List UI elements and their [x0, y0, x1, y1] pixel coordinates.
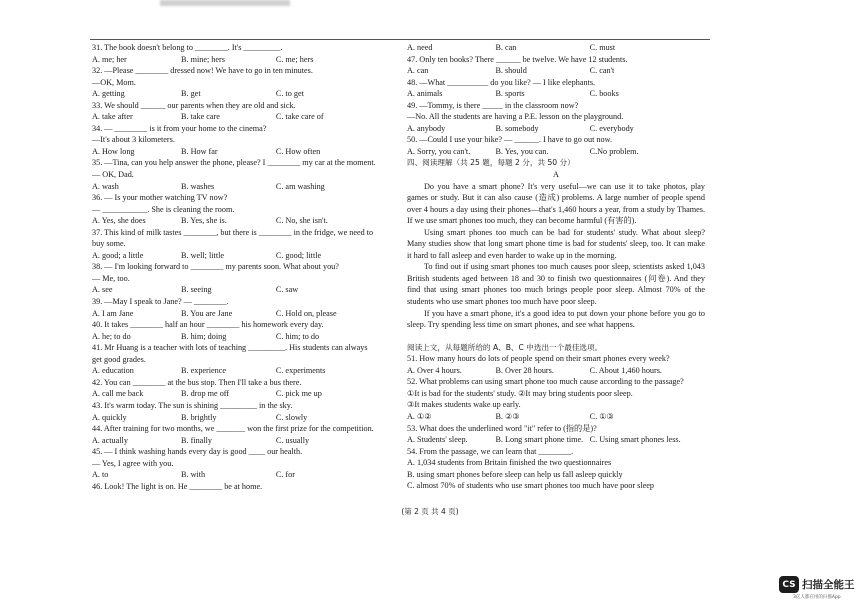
answer-option: B. sports: [495, 89, 525, 99]
answer-option: C. experiments: [275, 366, 326, 376]
answer-option: B. somebody: [495, 123, 539, 133]
answer-option: C. ①③: [589, 411, 614, 421]
passage-paragraph-4: If you have a smart phone, it's a good idea to put down your phone before you go to sleep. Try spending less time on smart phones, and see what happens.: [407, 308, 705, 330]
camscanner-logo: [779, 576, 855, 593]
right_bottom-line: [407, 469, 705, 481]
line-text: 44. After training for two months, we _______ won the first prize for the competition.: [92, 424, 374, 434]
right_top-line: [407, 134, 705, 146]
line-text: 53. What does the underlined word "it" refer to (指的是)?: [407, 423, 597, 433]
answer-option: A. How long: [92, 146, 135, 156]
camscanner-tagline: 3亿人都在用的扫描App: [793, 595, 841, 600]
line-text: ③It makes students wake up early.: [407, 400, 521, 410]
left_lines-line: [92, 227, 392, 239]
right_bottom-line: [407, 480, 705, 492]
answer-option: B. finally: [181, 435, 212, 445]
answer-option: B. Long smart phone time.: [495, 435, 584, 445]
answer-option: A. take after: [92, 112, 133, 122]
line-text: 36. — Is your mother watching TV now?: [92, 193, 228, 203]
line-text: 54. From the passage, we can learn that ________.: [407, 446, 574, 456]
answer-option: C. me; hers: [275, 54, 314, 64]
right_top-line: [407, 54, 705, 66]
right_bottom-line: [407, 411, 705, 423]
right_bottom-line: [407, 434, 705, 446]
left_lines-line: [92, 365, 392, 377]
passage-paragraph-2: Using smart phones too much can be bad for students' study. What about sleep? Many studies show that long smart phone time is bad for students' sleep, too. It can make it hard to fall asleep and even harder to wake up in the morning.: [407, 227, 705, 260]
line-text: 38. — I'm looking forward to ________ my parents soon. What about you?: [92, 262, 339, 272]
left_lines-line: [92, 100, 392, 112]
right-column: [407, 42, 705, 492]
answer-option: C. books: [589, 89, 619, 99]
right-questions-bottom: [407, 353, 705, 492]
line-text: — Me, too.: [92, 273, 130, 283]
line-text: 32. —Please ________ dressed now! We have to go in ten minutes.: [92, 66, 313, 76]
reading-instruction: 阅读上文，从每题所给的 A、B、C 中选出一个最佳选项。: [407, 342, 603, 352]
answer-option: C. can't: [589, 66, 615, 76]
answer-option: C. take care of: [275, 112, 324, 122]
answer-option: B. mine; hers: [181, 54, 225, 64]
answer-option: A. anybody: [407, 123, 446, 133]
line-text: 47. Only ten books? There ______ be twelve. We have 12 students.: [407, 54, 628, 64]
left_lines-line: [92, 319, 392, 331]
right_top-line: [407, 88, 705, 100]
camscanner-name: 扫描全能王: [802, 579, 855, 591]
answer-option: B. How far: [181, 146, 218, 156]
answer-option: A. can: [407, 66, 429, 76]
left_lines-line: [92, 469, 392, 481]
section-heading: 四、阅读理解（共 25 题，每题 2 分，共 50 分）: [407, 158, 575, 168]
answer-option: B. You are Jane: [181, 308, 233, 318]
line-text: 46. Look! The light is on. He ________ be at home.: [92, 481, 263, 491]
left_lines-line: [92, 54, 392, 66]
left_lines-line: [92, 134, 392, 146]
line-text: — Yes, I agree with you.: [92, 458, 174, 468]
line-text: 49. —Tommy, is there _____ in the classroom now?: [407, 100, 579, 110]
left_lines-line: [92, 412, 392, 424]
answer-option: C. pick me up: [275, 389, 322, 399]
right_top-line: [407, 146, 705, 158]
line-text: — ___________. She is cleaning the room.: [92, 204, 235, 214]
answer-option: A. actually: [92, 435, 128, 445]
left_lines-line: [92, 157, 392, 169]
left_lines-line: [92, 458, 392, 470]
line-text: A. 1,034 students from Britain finished the two questionnaires: [407, 458, 612, 468]
answer-option: C. About 1,460 hours.: [589, 365, 662, 375]
line-text: 40. It takes ________ half an hour ________ his homework every day.: [92, 320, 324, 330]
left_lines-line: [92, 377, 392, 389]
line-text: B. using smart phones before sleep can help us fall asleep quickly: [407, 469, 623, 479]
line-text: 52. What problems can using smart phone too much cause according to the passage?: [407, 377, 684, 387]
answer-option: B. Over 28 hours.: [495, 365, 554, 375]
answer-option: B. brightly: [181, 412, 217, 422]
right_top-line: [407, 42, 705, 54]
answer-option: A. see: [92, 285, 113, 295]
left_lines-line: [92, 146, 392, 158]
right_bottom-line: [407, 353, 705, 365]
line-text: 39. —May I speak to Jane? — ________.: [92, 297, 229, 307]
left_lines-line: [92, 65, 392, 77]
left_lines-line: [92, 123, 392, 135]
answer-option: C.No problem.: [589, 146, 639, 156]
left_lines-line: [92, 435, 392, 447]
left_lines-line: [92, 308, 392, 320]
answer-option: C. No, she isn't.: [275, 216, 328, 226]
right_top-line: [407, 123, 705, 135]
right_bottom-line: [407, 399, 705, 411]
line-text: 34. — ________ is it from your home to the cinema?: [92, 123, 267, 133]
answer-option: B. can: [495, 43, 517, 52]
left_lines-line: [92, 261, 392, 273]
left_lines-line: [92, 204, 392, 216]
answer-option: A. call me back: [92, 389, 144, 399]
line-text: 35. —Tina, can you help answer the phone, please? I ________ my car at the moment.: [92, 158, 376, 168]
answer-option: C. good; little: [275, 250, 322, 260]
answer-option: A. ①②: [407, 411, 432, 421]
answer-option: A. he; to do: [92, 331, 131, 341]
left_lines-line: [92, 423, 392, 435]
left_lines-line: [92, 77, 392, 89]
right_bottom-line: [407, 376, 705, 388]
line-text: 41. Mr Huang is a teacher with lots of teaching _________. His students can always: [92, 343, 368, 353]
left_lines-line: [92, 250, 392, 262]
answer-option: A. I am Jane: [92, 308, 134, 318]
left-column: [92, 42, 392, 492]
answer-option: B. with: [181, 470, 206, 480]
right_top-line: [407, 100, 705, 112]
line-text: 42. You can ________ at the bus stop. Then I'll take a bus there.: [92, 377, 302, 387]
line-text: 33. We should ______ our parents when they are old and sick.: [92, 100, 296, 110]
answer-option: B. should: [495, 66, 527, 76]
header-rule: [90, 39, 710, 40]
answer-option: B. ②③: [495, 411, 520, 421]
left_lines-line: [92, 192, 392, 204]
left_lines-line: [92, 446, 392, 458]
answer-option: C. saw: [275, 285, 299, 295]
line-text: ①It is bad for the students' study. ②It may bring students poor sleep.: [407, 388, 633, 398]
answer-option: A. to: [92, 470, 109, 480]
right-questions-top: [407, 42, 705, 157]
answer-option: B. washes: [181, 181, 215, 191]
line-text: —It's about 3 kilometers.: [92, 135, 175, 145]
answer-option: A. wash: [92, 181, 119, 191]
answer-option: A. Students' sleep.: [407, 435, 468, 445]
answer-option: C. must: [589, 43, 616, 52]
answer-option: B. drop me off: [181, 389, 230, 399]
passage-paragraph-1: Do you have a smart phone? It's very useful—we can use it to take photos, play games or study. But it can also cause (造成) problems. A large number of people spend over 4 hours a day using their phones—that's 1,460 hours a year, from a study by Thames. If we use smart phones too much, they can become harmful (有害的).: [407, 181, 705, 226]
answer-option: A. quickly: [92, 412, 127, 422]
camscanner-icon: CS: [779, 576, 799, 593]
left_lines-line: [92, 273, 392, 285]
answer-option: A. education: [92, 366, 134, 376]
left_lines-line: [92, 284, 392, 296]
right_bottom-line: [407, 388, 705, 400]
header-smudge: [160, 0, 290, 6]
left_lines-line: [92, 296, 392, 308]
right_top-line: [407, 77, 705, 89]
right_bottom-line: [407, 365, 705, 377]
right_top-line: [407, 111, 705, 123]
answer-option: A. me; her: [92, 54, 127, 64]
passage-label: A: [553, 170, 559, 180]
left_lines-line: [92, 111, 392, 123]
answer-option: C. Hold on, please: [275, 308, 337, 318]
answer-option: C. usually: [275, 435, 310, 445]
left_lines-line: [92, 400, 392, 412]
answer-option: B. him; doing: [181, 331, 227, 341]
answer-option: A. Over 4 hours.: [407, 365, 462, 375]
line-text: — OK, Dad.: [92, 170, 134, 180]
left_lines-line: [92, 169, 392, 181]
answer-option: B. Yes, you can.: [495, 146, 549, 156]
right_top-line: [407, 65, 705, 77]
right_bottom-line: [407, 446, 705, 458]
line-text: 45. — I think washing hands every day is good ____ our health.: [92, 447, 303, 457]
line-text: 31. The book doesn't belong to ________. It's _________.: [92, 43, 283, 52]
answer-option: A. need: [407, 43, 433, 52]
page-footer: (第 2 页 共 4 页): [401, 507, 459, 516]
answer-option: C. him; to do: [275, 331, 320, 341]
left_lines-line: [92, 238, 392, 250]
answer-option: C. for: [275, 470, 295, 480]
passage-paragraph-3: To find out if using smart phones too much causes poor sleep, scientists asked 1,043 British students aged between 18 and 30 to finish two questionnaires (问卷). And they find that using smart phones too much brings people poor sleep. Almost 70% of the students who use smart phones too much have poor sleep.: [407, 262, 705, 307]
line-text: 51. How many hours do lots of people spend on their smart phones every week?: [407, 354, 670, 364]
right_bottom-line: [407, 423, 705, 435]
answer-option: C. to get: [275, 89, 304, 99]
answer-option: C. slowly: [275, 412, 308, 422]
answer-option: C. everybody: [589, 123, 634, 133]
line-text: 43. It's warm today. The sun is shining _________ in the sky.: [92, 400, 293, 410]
answer-option: B. well; little: [181, 250, 225, 260]
left_lines-line: [92, 88, 392, 100]
answer-option: A. Sorry, you can't.: [407, 146, 471, 156]
left_lines-line: [92, 481, 392, 493]
answer-option: A. Yes, she does: [92, 216, 146, 226]
answer-option: B. take care: [181, 112, 220, 122]
left_lines-line: [92, 42, 392, 54]
line-text: —OK, Mom.: [92, 77, 136, 87]
answer-option: B. experience: [181, 366, 227, 376]
line-text: C. almost 70% of students who use smart phones too much have poor sleep: [407, 481, 654, 491]
line-text: —No. All the students are having a P.E. lesson on the playground.: [407, 112, 624, 122]
line-text: 37. This kind of milk tastes ________, but there is ________ in the fridge, we need to: [92, 227, 374, 237]
answer-option: A. animals: [407, 89, 443, 99]
left_lines-line: [92, 181, 392, 193]
answer-option: C. How often: [275, 146, 321, 156]
line-text: get good grades.: [92, 354, 146, 364]
answer-option: B. seeing: [181, 285, 212, 295]
right_bottom-line: [407, 457, 705, 469]
left_lines-line: [92, 354, 392, 366]
left_lines-line: [92, 388, 392, 400]
line-text: 48. —What __________ do you like? — I like elephants.: [407, 77, 596, 87]
line-text: buy some.: [92, 239, 126, 249]
answer-option: A. getting: [92, 89, 125, 99]
left_lines-line: [92, 215, 392, 227]
answer-option: C. Using smart phones less.: [589, 435, 681, 445]
answer-option: B. Yes, she is.: [181, 216, 227, 226]
answer-option: B. get: [181, 89, 201, 99]
answer-option: C. am washing: [275, 181, 325, 191]
answer-option: A. good; a little: [92, 250, 144, 260]
left_lines-line: [92, 331, 392, 343]
left_lines-line: [92, 342, 392, 354]
line-text: 50. —Could I use your bike? — ______. I have to go out now.: [407, 135, 613, 145]
